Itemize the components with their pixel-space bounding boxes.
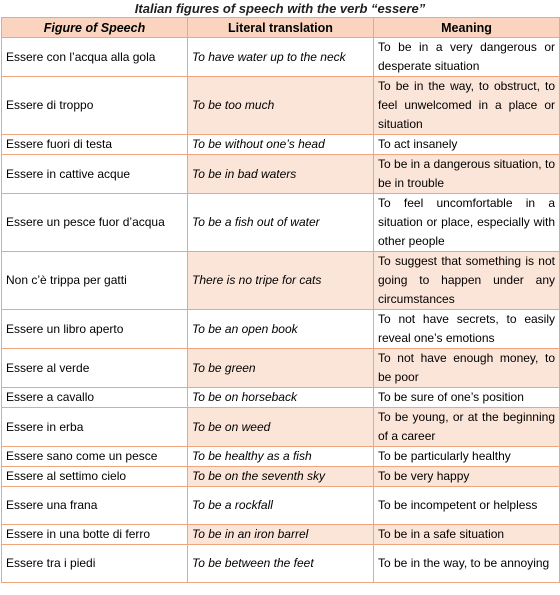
table-row <box>2 38 560 77</box>
table-row <box>2 77 560 135</box>
table-row <box>2 408 560 447</box>
header-row <box>2 18 560 38</box>
figure-cell: Essere fuori di testa <box>2 135 188 155</box>
meaning-cell: To be particularly healthy <box>374 447 560 467</box>
figure-cell: Essere in una botte di ferro <box>2 525 188 545</box>
meaning-cell: To feel uncomfortable in a situation or place, especially with other people <box>374 194 560 252</box>
table-row <box>2 388 560 408</box>
table-row <box>2 310 560 349</box>
figure-cell: Essere sano come un pesce <box>2 447 188 467</box>
meaning-cell: To suggest that something is not going to happen under any circumstances <box>374 252 560 310</box>
table-row <box>2 194 560 252</box>
figure-cell: Essere un libro aperto <box>2 310 188 349</box>
literal-translation-cell: To be green <box>188 349 374 388</box>
meaning-cell: To be sure of one’s position <box>374 388 560 408</box>
meaning-cell: To be in a dangerous situation, to be in trouble <box>374 155 560 194</box>
figure-cell: Essere a cavallo <box>2 388 188 408</box>
figure-cell: Essere una frana <box>2 487 188 525</box>
header-meaning: Meaning <box>374 18 560 38</box>
figure-cell: Essere di troppo <box>2 77 188 135</box>
meaning-cell: To be in a safe situation <box>374 525 560 545</box>
figure-cell: Essere al verde <box>2 349 188 388</box>
meaning-cell: To be in a very dangerous or desperate situation <box>374 38 560 77</box>
header-figure-of-speech: Figure of Speech <box>2 18 188 38</box>
literal-translation-cell: To be between the feet <box>188 545 374 583</box>
literal-translation-cell: To be healthy as a fish <box>188 447 374 467</box>
literal-translation-cell: To be on the seventh sky <box>188 467 374 487</box>
meaning-cell: To act insanely <box>374 135 560 155</box>
figure-cell: Essere con l’acqua alla gola <box>2 38 188 77</box>
meaning-cell: To be in the way, to obstruct, to feel unwelcomed in a place or situation <box>374 77 560 135</box>
table-row <box>2 349 560 388</box>
literal-translation-cell: To have water up to the neck <box>188 38 374 77</box>
literal-translation-cell: To be a rockfall <box>188 487 374 525</box>
table-row <box>2 155 560 194</box>
literal-translation-cell: To be in bad waters <box>188 155 374 194</box>
literal-translation-cell: To be on horseback <box>188 388 374 408</box>
figure-cell: Essere in cattive acque <box>2 155 188 194</box>
figures-of-speech-table <box>1 17 560 583</box>
figure-cell: Essere al settimo cielo <box>2 467 188 487</box>
figure-cell: Essere tra i piedi <box>2 545 188 583</box>
literal-translation-cell: To be an open book <box>188 310 374 349</box>
table-row <box>2 252 560 310</box>
literal-translation-cell: To be on weed <box>188 408 374 447</box>
meaning-cell: To not have enough money, to be poor <box>374 349 560 388</box>
literal-translation-cell: There is no tripe for cats <box>188 252 374 310</box>
meaning-cell: To be very happy <box>374 467 560 487</box>
header-literal-translation: Literal translation <box>188 18 374 38</box>
table-row <box>2 487 560 525</box>
meaning-cell: To be in the way, to be annoying <box>374 545 560 583</box>
table-title: Italian figures of speech with the verb “essere” <box>134 1 426 16</box>
table-row <box>2 525 560 545</box>
table-row <box>2 447 560 467</box>
meaning-cell: To be young, or at the beginning of a career <box>374 408 560 447</box>
table-row <box>2 467 560 487</box>
figure-cell: Non c’è trippa per gatti <box>2 252 188 310</box>
table-row <box>2 545 560 583</box>
literal-translation-cell: To be in an iron barrel <box>188 525 374 545</box>
table-row <box>2 135 560 155</box>
figure-cell: Essere un pesce fuor d’acqua <box>2 194 188 252</box>
meaning-cell: To not have secrets, to easily reveal one’s emotions <box>374 310 560 349</box>
literal-translation-cell: To be too much <box>188 77 374 135</box>
meaning-cell: To be incompetent or helpless <box>374 487 560 525</box>
figure-cell: Essere in erba <box>2 408 188 447</box>
literal-translation-cell: To be a fish out of water <box>188 194 374 252</box>
literal-translation-cell: To be without one’s head <box>188 135 374 155</box>
